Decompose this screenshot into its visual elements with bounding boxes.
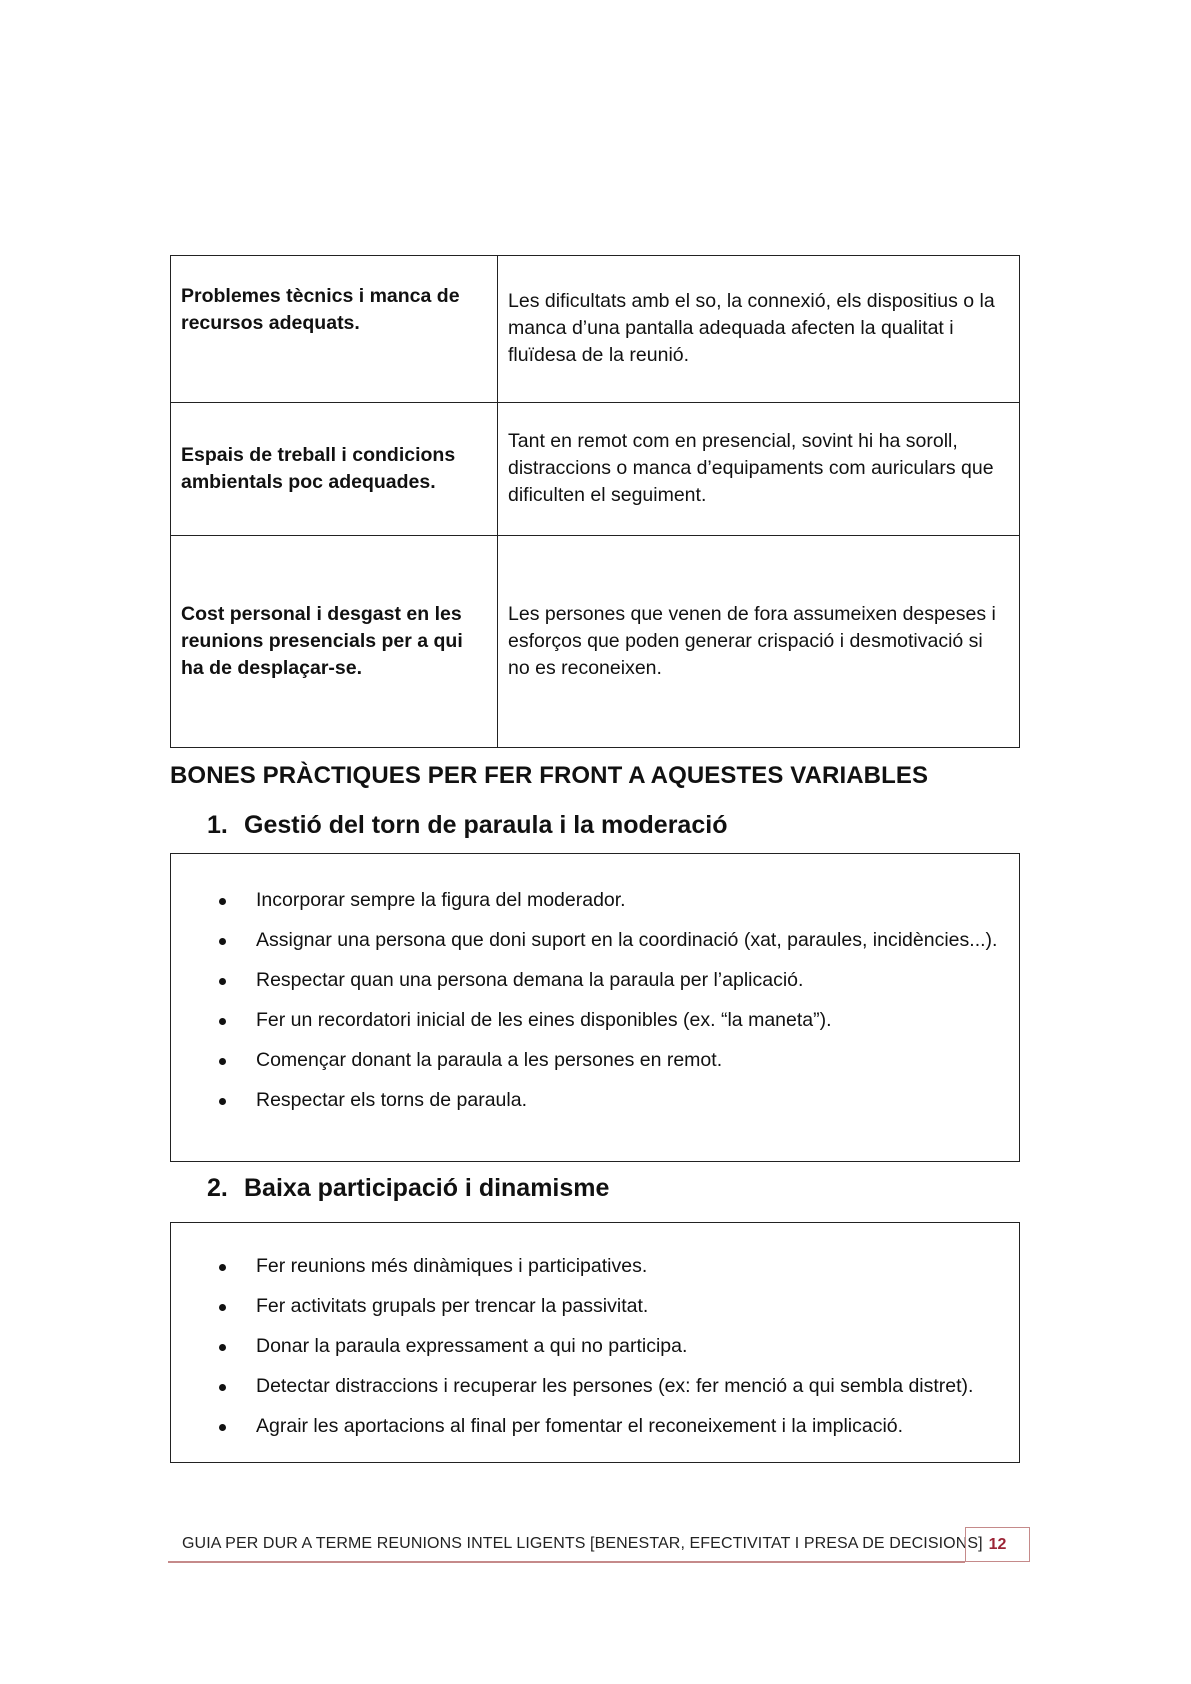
list-item: Fer activitats grupals per trencar la passivitat.	[171, 1293, 1019, 1320]
description-cell: Les dificultats amb el so, la connexió, els dispositius o la manca d’una pantalla adequada afecten la qualitat i fluïdesa de la reunió.	[498, 256, 1020, 403]
bullet-icon	[219, 1058, 226, 1065]
bullet-icon	[219, 1424, 226, 1431]
practices-box-1	[170, 853, 1020, 1162]
page-number: 12	[988, 1535, 1007, 1553]
list-item: Respectar els torns de paraula.	[171, 1087, 1019, 1114]
subsection-title: Baixa participació i dinamisme	[244, 1174, 610, 1202]
list-item: Fer reunions més dinàmiques i participatives.	[171, 1253, 1019, 1280]
subsection-heading-2	[207, 1174, 609, 1203]
footer-title: GUIA PER DUR A TERME REUNIONS INTEL LIGENTS [BENESTAR, EFECTIVITAT I PRESA DE DECISIONS]	[182, 1535, 983, 1552]
bullet-list	[171, 887, 1019, 1114]
subsection-number: 2.	[207, 1174, 228, 1202]
list-item: Incorporar sempre la figura del moderador.	[171, 887, 1019, 914]
bullet-icon	[219, 898, 226, 905]
list-item: Assignar una persona que doni suport en la coordinació (xat, paraules, incidències...).	[171, 927, 1019, 954]
list-item: Agrair les aportacions al final per fomentar el reconeixement i la implicació.	[171, 1413, 1019, 1440]
table-row	[171, 403, 1020, 536]
bullet-icon	[219, 1018, 226, 1025]
bullet-icon	[219, 1344, 226, 1351]
description-cell: Les persones que venen de fora assumeixen despeses i esforços que poden generar crispació i desmotivació si no es reconeixen.	[498, 536, 1020, 748]
description-cell: Tant en remot com en presencial, sovint hi ha soroll, distraccions o manca d’equipaments com auriculars que dificulten el seguiment.	[498, 403, 1020, 536]
bullet-icon	[219, 1384, 226, 1391]
page-number-box	[965, 1527, 1030, 1562]
bullet-icon	[219, 938, 226, 945]
subsection-heading-1	[207, 811, 727, 840]
footer-divider	[168, 1561, 965, 1563]
table-row	[171, 536, 1020, 748]
issue-cell: Problemes tècnics i manca de recursos adequats.	[171, 256, 498, 403]
subsection-title: Gestió del torn de paraula i la moderació	[244, 811, 728, 839]
list-item: Detectar distraccions i recuperar les persones (ex: fer menció a qui sembla distret).	[171, 1373, 1019, 1400]
table-row	[171, 256, 1020, 403]
practices-box-2	[170, 1222, 1020, 1463]
bullet-icon	[219, 978, 226, 985]
subsection-number: 1.	[207, 811, 228, 839]
bullet-list	[171, 1253, 1019, 1440]
list-item: Donar la paraula expressament a qui no participa.	[171, 1333, 1019, 1360]
issues-table	[170, 255, 1020, 748]
list-item: Respectar quan una persona demana la paraula per l’aplicació.	[171, 967, 1019, 994]
list-item: Començar donant la paraula a les persones en remot.	[171, 1047, 1019, 1074]
bullet-icon	[219, 1264, 226, 1271]
bullet-icon	[219, 1098, 226, 1105]
issue-cell: Espais de treball i condicions ambientals poc adequades.	[171, 403, 498, 536]
bullet-icon	[219, 1304, 226, 1311]
issue-cell: Cost personal i desgast en les reunions presencials per a qui ha de desplaçar-se.	[171, 536, 498, 748]
list-item: Fer un recordatori inicial de les eines disponibles (ex. “la maneta”).	[171, 1007, 1019, 1034]
section-heading: BONES PRÀCTIQUES PER FER FRONT A AQUESTES VARIABLES	[170, 762, 929, 789]
